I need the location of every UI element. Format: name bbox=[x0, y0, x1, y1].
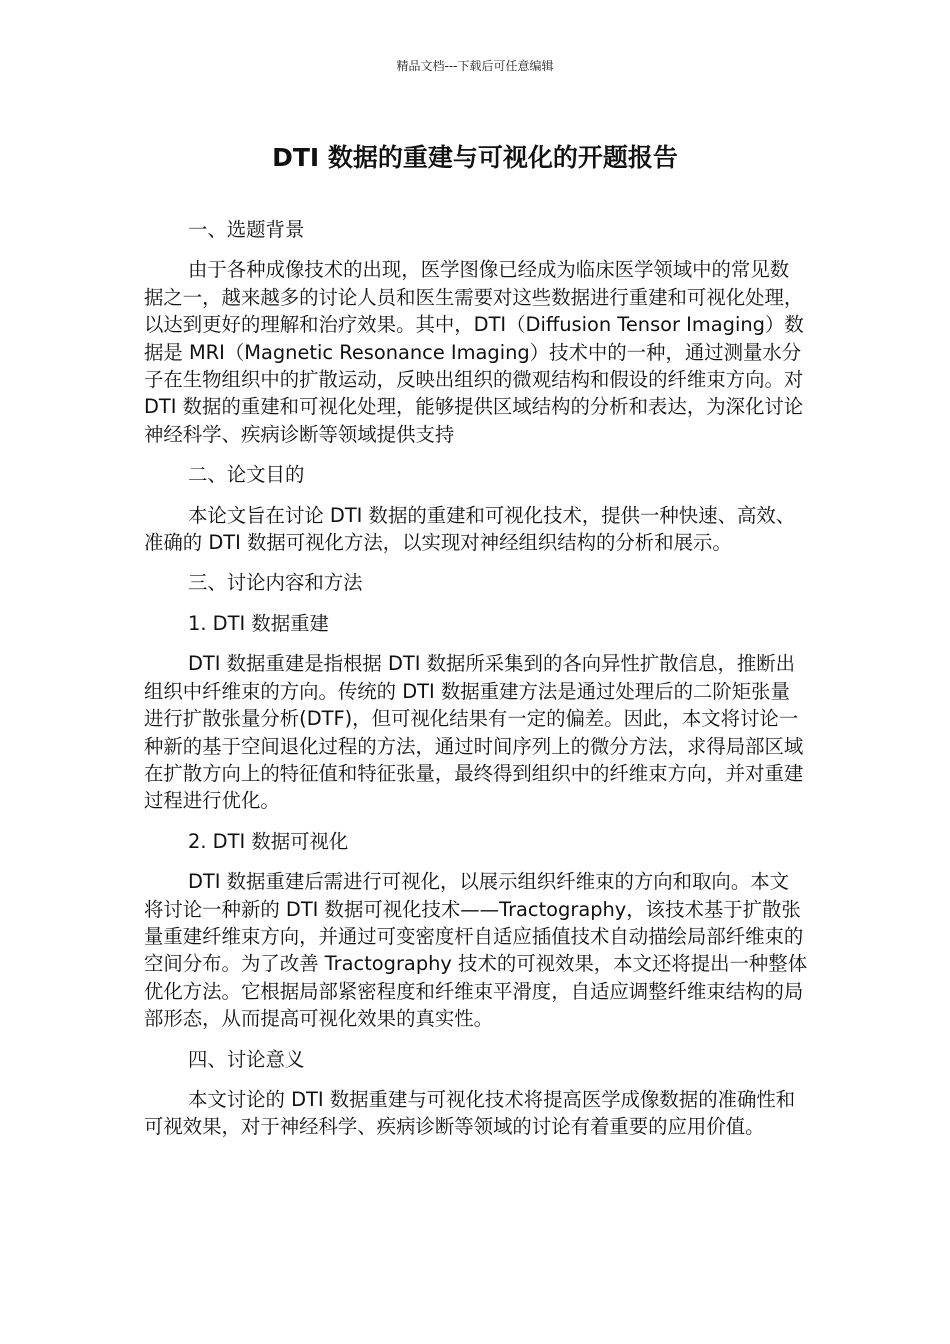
section-heading-methods: 三、讨论内容和方法 bbox=[188, 571, 363, 595]
header-note: 精品文档---下载后可任意编辑 bbox=[396, 59, 554, 73]
document-title: DTI 数据的重建与可视化的开题报告 bbox=[272, 143, 678, 172]
paragraph-significance: 本文讨论的 DTI 数据重建与可视化技术将提高医学成像数据的准确性和可视效果，对于神经科学、疾病诊断等领域的讨论有着重要的应用价值。 bbox=[144, 1087, 796, 1139]
paragraph-visualization: DTI 数据重建后需进行可视化，以展示组织纤维束的方向和取向。本文将讨论一种新的 DTI 数据可视化技术——Tractography，该技术基于扩散张量重建纤维束方向，并通过可变密度杆自适应插值技术自动描绘局部纤维束的空间分布。为了改善 Tractography 技术的可视效果，本文还将提出一种整体优化方法。它根据局部紧密程度和纤维束平滑度，自适应调整纤维束结构的局部形态，从而提高可视化效果的真实性。 bbox=[144, 870, 808, 1031]
paragraph-background: 由于各种成像技术的出现，医学图像已经成为临床医学领域中的常见数据之一，越来越多的讨论人员和医生需要对这些数据进行重建和可视化处理，以达到更好的理解和治疗效果。其中，DTI（Diffusion Tensor Imaging）数据是 MRI（Magnetic Resonance Imaging）技术中的一种，通过测量水分子在生物组织中的扩散运动，反映出组织的微观结构和假设的纤维束方向。对 DTI 数据的重建和可视化处理，能够提供区域结构的分析和表达，为深化讨论神经科学、疾病诊断等领域提供支持 bbox=[144, 258, 804, 446]
section-heading-purpose: 二、论文目的 bbox=[188, 463, 305, 487]
section-heading-significance: 四、讨论意义 bbox=[188, 1047, 305, 1071]
subsection-heading-visualization: 2. DTI 数据可视化 bbox=[188, 829, 349, 853]
subsection-heading-reconstruction: 1. DTI 数据重建 bbox=[188, 611, 329, 635]
paragraph-reconstruction: DTI 数据重建是指根据 DTI 数据所采集到的各向异性扩散信息，推断出组织中纤维束的方向。传统的 DTI 数据重建方法是通过处理后的二阶矩张量进行扩散张量分析(DTF)，但可视化结果有一定的偏差。因此，本文将讨论一种新的基于空间退化过程的方法，通过时间序列上的微分方法，求得局部区域在扩散方向上的特征值和特征张量，最终得到组织中的纤维束方向，并对重建过程进行优化。 bbox=[144, 652, 804, 813]
document-body bbox=[144, 216, 808, 1154]
section-heading-background: 一、选题背景 bbox=[188, 218, 305, 241]
paragraph-purpose: 本论文旨在讨论 DTI 数据的重建和可视化技术，提供一种快速、高效、准确的 DTI 数据可视化方法，以实现对神经组织结构的分析和展示。 bbox=[144, 503, 796, 555]
